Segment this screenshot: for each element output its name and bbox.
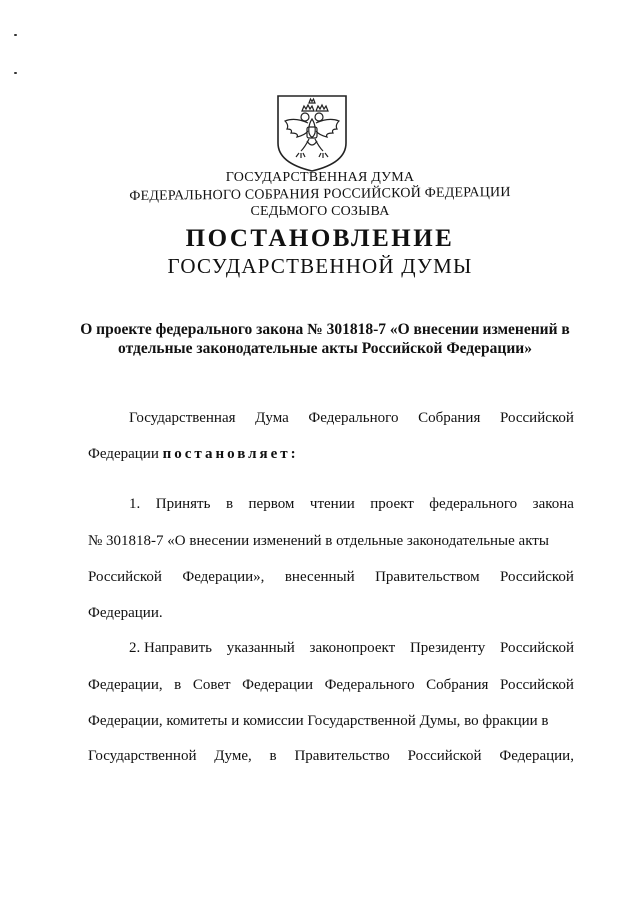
resolves-verb: постановляет: <box>162 446 299 462</box>
word: Собрания <box>426 677 489 693</box>
word: Правительство <box>294 748 390 764</box>
word: 2. Направить <box>129 640 212 656</box>
scan-speck <box>14 72 17 74</box>
word: Собрания <box>418 410 481 426</box>
word: Правительством <box>375 569 480 585</box>
org-name-line: ФЕДЕРАЛЬНОГО СОБРАНИЯ РОССИЙСКОЙ ФЕДЕРАЦИИ <box>129 185 511 204</box>
item-2-line <box>88 746 574 766</box>
word: в <box>174 677 182 693</box>
document-subject <box>70 320 580 358</box>
word: Президенту <box>409 640 486 656</box>
word: Российской <box>500 677 574 693</box>
word: Государственной <box>88 748 197 764</box>
item-1-line: Федерации. <box>88 605 163 621</box>
word: Российской <box>500 410 574 426</box>
word: Федерации, <box>88 677 163 693</box>
word: Принять <box>155 496 211 512</box>
word: Думе, <box>214 748 252 764</box>
word: Российской <box>407 748 482 764</box>
item-2-line <box>129 638 574 658</box>
scan-speck <box>14 34 17 36</box>
subject-line: отдельные законодательные акты Российской Федерации» <box>118 340 532 357</box>
word: Федерации, <box>499 748 574 764</box>
word: Федерации <box>242 677 313 693</box>
word: Совет <box>192 677 231 693</box>
word: в <box>269 748 277 764</box>
org-name-line: ГОСУДАРСТВЕННАЯ ДУМА <box>225 170 415 185</box>
word: Российской <box>500 569 574 585</box>
item-1-line <box>129 494 574 514</box>
word: в <box>225 496 234 512</box>
word: Российской <box>500 640 574 656</box>
word: федерального <box>429 496 518 512</box>
item-1-line <box>88 567 574 587</box>
word: чтении <box>309 496 355 512</box>
item-2-line <box>88 675 574 695</box>
russian-coat-of-arms-icon <box>275 93 349 173</box>
preamble-line <box>129 408 574 428</box>
word: Федерального <box>308 410 399 426</box>
word: Дума <box>255 410 289 426</box>
word: Федерации», <box>182 569 265 585</box>
word: Федерального <box>324 677 415 693</box>
word: указанный <box>226 640 295 656</box>
document-title: ПОСТАНОВЛЕНИЕ <box>185 225 455 252</box>
word: Федерации <box>88 446 159 462</box>
word: закона <box>532 496 574 512</box>
subject-line: О проекте федерального закона № 301818-7 «О внесении изменений в <box>80 321 570 338</box>
word: 1. <box>129 496 141 512</box>
document-subtitle: ГОСУДАРСТВЕННОЙ ДУМЫ <box>167 254 473 278</box>
preamble-line <box>88 444 574 464</box>
word: первом <box>248 496 295 512</box>
word: Российской <box>88 569 162 585</box>
word: проект <box>370 496 414 512</box>
item-2-line: Федерации, комитеты и комиссии Государственной Думы, во фракции в <box>88 713 549 729</box>
word: внесенный <box>284 569 355 585</box>
convocation-line: СЕДЬМОГО СОЗЫВА <box>250 204 390 219</box>
word: Государственная <box>129 410 236 426</box>
word: законопроект <box>309 640 396 656</box>
item-1-line: № 301818-7 «О внесении изменений в отдельные законодательные акты <box>88 533 549 549</box>
